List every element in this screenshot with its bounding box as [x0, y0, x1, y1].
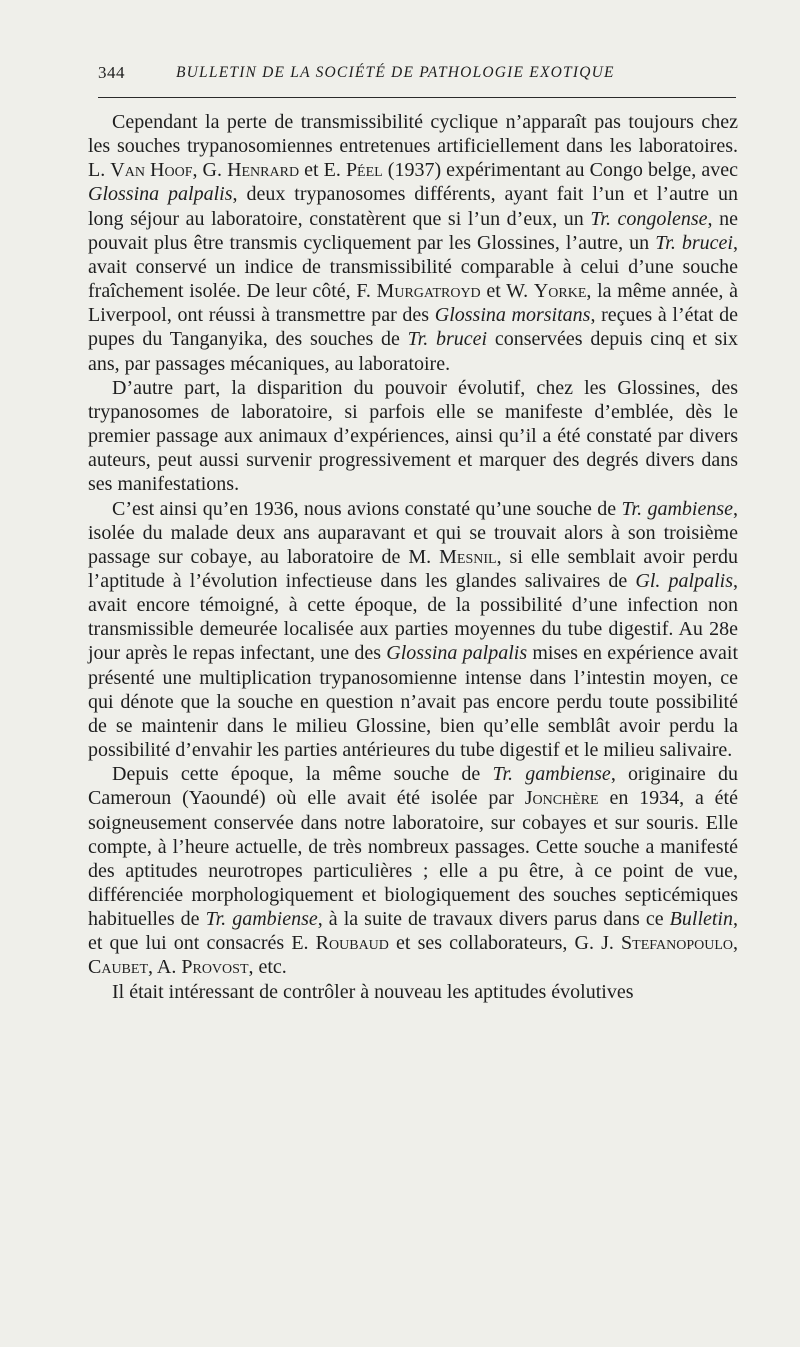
text-run: , si elle semblait avoir perdu l’aptitude à l’évolution infectieuse dans les glandes salivaires de [88, 545, 738, 592]
author-name: Murgatroyd [376, 280, 481, 303]
author-name: Stefanopoulo [621, 932, 734, 955]
text-run: et W. [480, 280, 534, 303]
article-body [88, 110, 738, 1004]
author-name: Jonchère [524, 787, 599, 810]
author-name: Provost [181, 956, 249, 979]
author-name: Mesnil [439, 545, 497, 568]
text-run: , à la suite de travaux divers parus dans ce [317, 908, 670, 931]
author-name: Roubaud [315, 932, 389, 955]
author-name: Péel [345, 159, 383, 182]
species-name: Tr. gambiense [205, 908, 318, 931]
text-run: mises en expérience avait présenté une multiplication trypanosomienne intense dans l’intestin moyen, ce qui dénote que la souche en question n’avait pas encore perdu toute possibilité de se maintenir dans le milieu Glossine, bien qu’elle semblât avoir perdu la possibilité d’envahir les parties antérieures du tube digestif et le milieu salivaire. [88, 642, 739, 762]
text-run: (1937) expérimentant au Congo belge, avec [382, 159, 738, 182]
author-name: Yorke [533, 280, 587, 303]
text-run: , avait conservé un indice de transmissibilité comparable à celui d’une souche fraîchement isolée. De leur côté, F. [88, 231, 738, 303]
text-run: C’est ainsi qu’en 1936, nous avions constaté qu’une souche de [112, 497, 622, 520]
paragraph [88, 376, 738, 497]
text-run: en 1934, a été soigneusement conservée dans notre laboratoire, sur cobayes et sur souris. Elle compte, à l’heure actuelle, de très nombreux passages. Cette souche a manifesté des aptitudes neurotropes particulières ; elle a pu être, à ce point de vue, différenciée morphologiquement et biologiquement des souches septicémiques habituelles de [88, 787, 738, 931]
text-run: , et que lui ont consacrés E. [88, 908, 738, 955]
text-run: , A. [148, 956, 182, 979]
paragraph [88, 980, 738, 1004]
species-name: Gl. palpalis [635, 569, 734, 592]
species-name: Tr. gambiense [621, 497, 733, 520]
page-number: 344 [98, 63, 125, 82]
text-run: , reçues à l’état de pupes du Tanganyika, des souches de [88, 304, 739, 351]
species-name: Tr. brucei [407, 328, 488, 351]
text-run: Depuis cette époque, la même souche de [112, 763, 493, 786]
species-name: Glossina palpalis [88, 183, 233, 206]
text-run: , deux trypanosomes différents, ayant fait l’un et l’autre un long séjour au laboratoire, constatèrent que si l’un d’eux, un [88, 183, 738, 230]
author-name: Caubet [88, 956, 149, 979]
species-name: Tr. gambiense [492, 763, 611, 786]
text-run: et ses collaborateurs, G. J. [388, 932, 622, 955]
species-name: Glossina morsitans [434, 304, 591, 327]
species-name: Tr. congolense [590, 207, 708, 230]
text-run: , [733, 932, 739, 955]
author-name: Van Hoof [110, 159, 193, 182]
header-rule [98, 97, 736, 98]
text-run: , isolée du malade deux ans auparavant et qui se trouvait alors à son troisième passage sur cobaye, au laboratoire de M. [88, 497, 738, 568]
species-name: Tr. brucei [655, 231, 733, 254]
author-name: Henrard [227, 159, 300, 182]
text-run: , etc. [248, 956, 287, 979]
page-header [98, 63, 738, 89]
text-run: , avait encore témoigné, à cette époque, de la possibilité d’une infection non transmissible demeurée localisée aux parties moyennes du tube digestif. Au 28e jour après le repas infectant, une des [88, 569, 739, 665]
text-run: , originaire du Cameroun (Yaoundé) où elle avait été isolée par [88, 763, 739, 810]
running-title: BULLETIN DE LA SOCIÉTÉ DE PATHOLOGIE EXOTIQUE [176, 64, 615, 81]
text-run: , la même année, à Liverpool, ont réussi à transmettre par des [88, 280, 738, 327]
paragraph [88, 497, 738, 763]
text-run: et E. [299, 159, 346, 182]
paragraph [88, 110, 738, 376]
species-name: Bulletin [669, 908, 733, 931]
species-name: Glossina palpalis [386, 642, 528, 665]
text-run: , G. [192, 159, 228, 182]
paragraph [88, 762, 738, 979]
text-run: Cependant la perte de transmissibilité cyclique n’apparaît pas toujours chez les souches trypanosomiennes entretenues artificiellement dans les laboratoires. L. [88, 111, 738, 182]
text-run: D’autre part, la disparition du pouvoir évolutif, chez les Glossines, des trypanosomes de laboratoire, si parfois elle se manifeste d’emblée, dès le premier passage aux animaux d’expériences, ainsi qu’il a été constaté par divers auteurs, peut aussi survenir progressivement et marquer des degrés divers dans ses manifestations. [88, 376, 738, 496]
text-run: Il était intéressant de contrôler à nouveau les aptitudes évolutives [112, 980, 634, 1003]
text-run: , ne pouvait plus être transmis cycliquement par les Glossines, l’autre, un [88, 207, 738, 254]
text-run: conservées depuis cinq et six ans, par passages mécaniques, au laboratoire. [88, 328, 738, 375]
